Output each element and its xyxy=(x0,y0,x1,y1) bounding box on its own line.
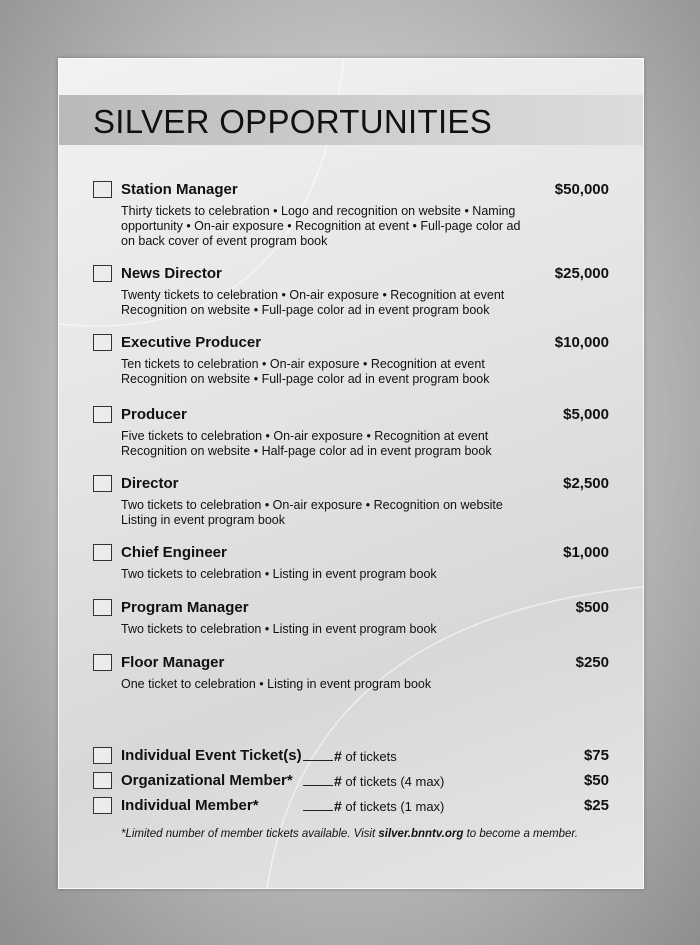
ticket-price: $75 xyxy=(583,747,609,764)
level-description: Two tickets to celebration • On-air exposure • Recognition on website Listing in event program book xyxy=(121,498,503,527)
level-name: Chief Engineer xyxy=(121,544,227,561)
level-name: Director xyxy=(121,475,179,492)
ticket-name: Organizational Member* xyxy=(121,772,293,789)
level-description: Thirty tickets to celebration • Logo and recognition on website • Naming opportunity • On-air exposure • Recognition at event • Full-page color ad on back cover of event program book xyxy=(121,204,521,248)
checkbox-program-manager[interactable] xyxy=(93,599,112,616)
ticket-quantity: # of tickets xyxy=(303,748,397,764)
ticket-price: $50 xyxy=(583,772,609,789)
website-link[interactable]: silver.bnntv.org xyxy=(378,828,464,840)
level-description: Twenty tickets to celebration • On-air exposure • Recognition at event Recognition on website • Full-page color ad in event program book xyxy=(121,288,505,317)
ticket-name: Individual Event Ticket(s) xyxy=(121,747,302,764)
level-price: $25,000 xyxy=(554,265,609,282)
level-price: $250 xyxy=(575,654,609,671)
checkbox-news-director[interactable] xyxy=(93,265,112,282)
page-title: SILVER OPPORTUNITIES xyxy=(93,103,493,140)
ticket-price: $25 xyxy=(583,797,609,814)
level-name: Program Manager xyxy=(121,599,249,616)
checkbox-organizational-member[interactable] xyxy=(93,772,112,789)
level-name: Floor Manager xyxy=(121,654,225,671)
level-description: Five tickets to celebration • On-air exposure • Recognition at event Recognition on website • Half-page color ad in event program book xyxy=(121,429,492,458)
ticket-quantity: # of tickets (4 max) xyxy=(303,773,444,789)
checkbox-individual-event[interactable] xyxy=(93,747,112,764)
level-price: $10,000 xyxy=(554,334,609,351)
level-price: $2,500 xyxy=(563,475,609,492)
checkbox-individual-member[interactable] xyxy=(93,797,112,814)
ticket-quantity: # of tickets (1 max) xyxy=(303,798,444,814)
checkbox-station-manager[interactable] xyxy=(93,181,112,198)
quantity-blank-field[interactable] xyxy=(303,748,333,761)
level-name: News Director xyxy=(121,265,222,282)
level-name: Station Manager xyxy=(121,181,238,198)
level-price: $500 xyxy=(575,599,609,616)
form-card xyxy=(58,58,644,889)
level-price: $50,000 xyxy=(554,181,609,198)
level-description: Two tickets to celebration • Listing in event program book xyxy=(121,622,437,636)
checkbox-chief-engineer[interactable] xyxy=(93,544,112,561)
ticket-name: Individual Member* xyxy=(121,797,259,814)
level-price: $5,000 xyxy=(563,406,609,423)
checkbox-director[interactable] xyxy=(93,475,112,492)
quantity-blank-field[interactable] xyxy=(303,773,333,786)
footnote: *Limited number of member tickets available. Visit silver.bnntv.org to become a member. xyxy=(121,828,578,840)
checkbox-floor-manager[interactable] xyxy=(93,654,112,671)
quantity-blank-field[interactable] xyxy=(303,798,333,811)
checkbox-producer[interactable] xyxy=(93,406,112,423)
level-name: Producer xyxy=(121,406,187,423)
ticket-individual-member xyxy=(93,797,609,815)
level-description: Two tickets to celebration • Listing in event program book xyxy=(121,567,437,581)
level-price: $1,000 xyxy=(563,544,609,561)
level-description: One ticket to celebration • Listing in event program book xyxy=(121,677,432,691)
level-description: Ten tickets to celebration • On-air exposure • Recognition at event Recognition on website • Full-page color ad in event program book xyxy=(121,357,490,386)
ticket-organizational-member xyxy=(93,772,609,790)
checkbox-executive-producer[interactable] xyxy=(93,334,112,351)
ticket-individual-event xyxy=(93,747,609,765)
level-name: Executive Producer xyxy=(121,334,262,351)
